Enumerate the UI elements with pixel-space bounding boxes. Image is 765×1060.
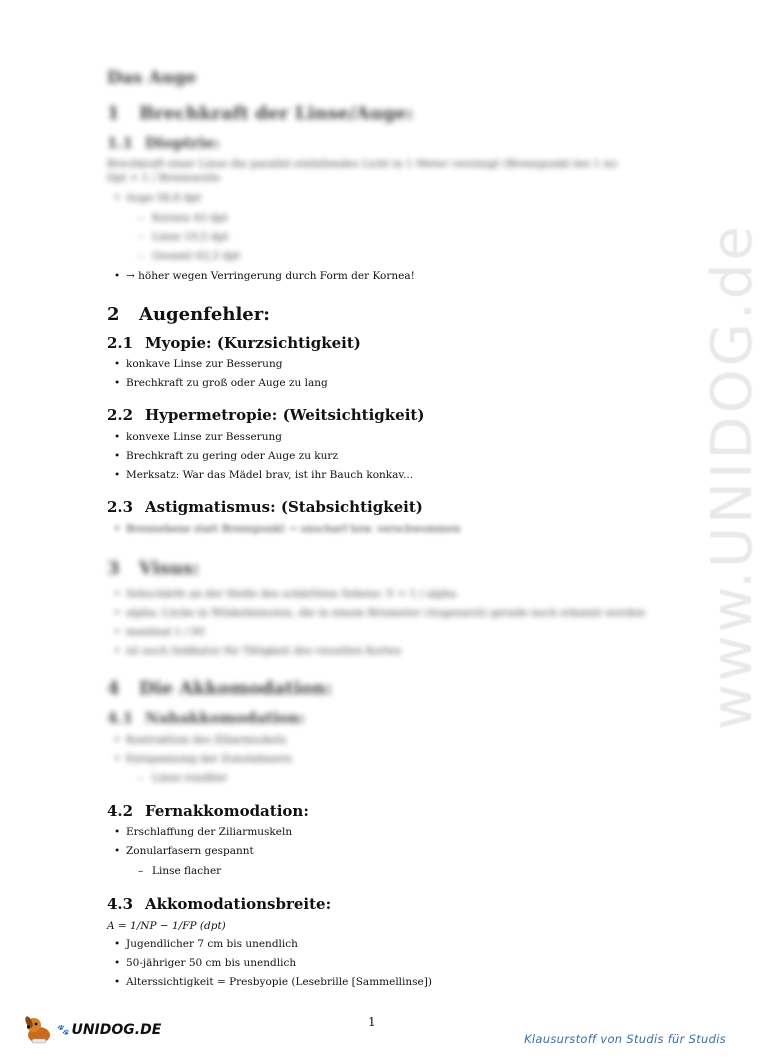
list-item: • maximal 1 / 60 [126,626,205,638]
section-4-2-heading: 4.2 Fernakkomodation: [107,802,309,820]
list-item: • Auge 58,8 dpt [126,192,201,204]
watermark: www.UNIDOG.de [700,223,765,730]
sub-item: – Linse flacher [138,865,222,877]
section-2-3-heading: 2.3 Astigmatismus: (Stabsichtigkeit) [107,498,423,516]
list-item: • ist auch Indikator für Tätigkeit des visuellen Kortex [126,645,401,657]
section-4-3-heading: 4.3 Akkomodationsbreite: [107,895,332,913]
list-item: • Kontraktion des Ziliarmuskels [126,734,286,746]
list-item: • Jugendlicher 7 cm bis unendlich [126,938,298,950]
sub-item: – Gesamt 62,5 dpt [138,250,241,262]
section-1-1-text: Brechkraft einer Linse die parallel einfallendes Licht in 1 Meter vereinigt (Brennpunkt bei 1 m) [107,158,618,170]
section-1-1-formula: Dpt = 1 / Brennweite [107,172,221,184]
sub-item: – Linse rundlier [138,772,228,784]
sub-item: – Kornea 43 dpt [138,212,228,224]
section-2-2-heading: 2.2 Hypermetropie: (Weitsichtigkeit) [107,406,425,424]
logo-text: UNIDOG.DE [71,1022,162,1038]
section-2-1-heading: 2.1 Myopie: (Kurzsichtigkeit) [107,334,361,352]
document-title: Das Auge [107,68,197,88]
list-item: • Brechkraft zu gering oder Auge zu kurz [126,450,338,462]
list-item: • konkave Linse zur Besserung [126,358,282,370]
list-item: • Zonularfasern gespannt [126,845,254,857]
page-number: 1 [368,1015,376,1029]
list-item: • konvexe Linse zur Besserung [126,431,282,443]
section-2-heading: 2 Augenfehler: [107,304,270,325]
list-item: • Erschlaffung der Ziliarmuskeln [126,826,292,838]
list-item: • alpha: Lücke in Winkelminuten, die in einem Rrismeter (Augenarzt) gerade noch erkannt werden [126,607,645,619]
list-item: • 50-jähriger 50 cm bis unendlich [126,957,296,969]
list-item: • Entspannung der Zonulafasern [126,753,292,765]
list-item: • Brennebene statt Brennpunkt → unscharf bzw. verschwommen [126,523,460,535]
list-item: • → höher wegen Verringerung durch Form der Kornea! [126,270,415,282]
list-item: • Merksatz: War das Mädel brav, ist ihr Bauch konkav... [126,469,413,481]
dog-icon [22,1013,56,1047]
list-item: • Sehschärfe an der Stelle des schärfsten Sehens: V = 1 / alpha [126,588,456,600]
section-1-heading: 1 Brechkraft der Linse/Auge: [107,103,414,124]
section-1-1-heading: 1.1 Dioptrie: [107,134,220,152]
footer-tagline: Klausurstoff von Studis für Studis [524,1032,726,1046]
section-4-heading: 4 Die Akkomodation: [107,678,333,699]
section-3-heading: 3 Visus: [107,558,200,579]
list-item: • Alterssichtigkeit = Presbyopie (Lesebrille [Sammellinse]) [126,976,432,988]
unidog-logo [22,1012,161,1048]
sub-item: – Linse 19,5 dpt [138,231,229,243]
paw-icon: 🐾 [57,1024,70,1036]
akkomodation-formula: A = 1/NP − 1/FP (dpt) [107,920,226,932]
section-4-1-heading: 4.1 Nahakkomodation: [107,709,306,727]
list-item: • Brechkraft zu groß oder Auge zu lang [126,377,328,389]
